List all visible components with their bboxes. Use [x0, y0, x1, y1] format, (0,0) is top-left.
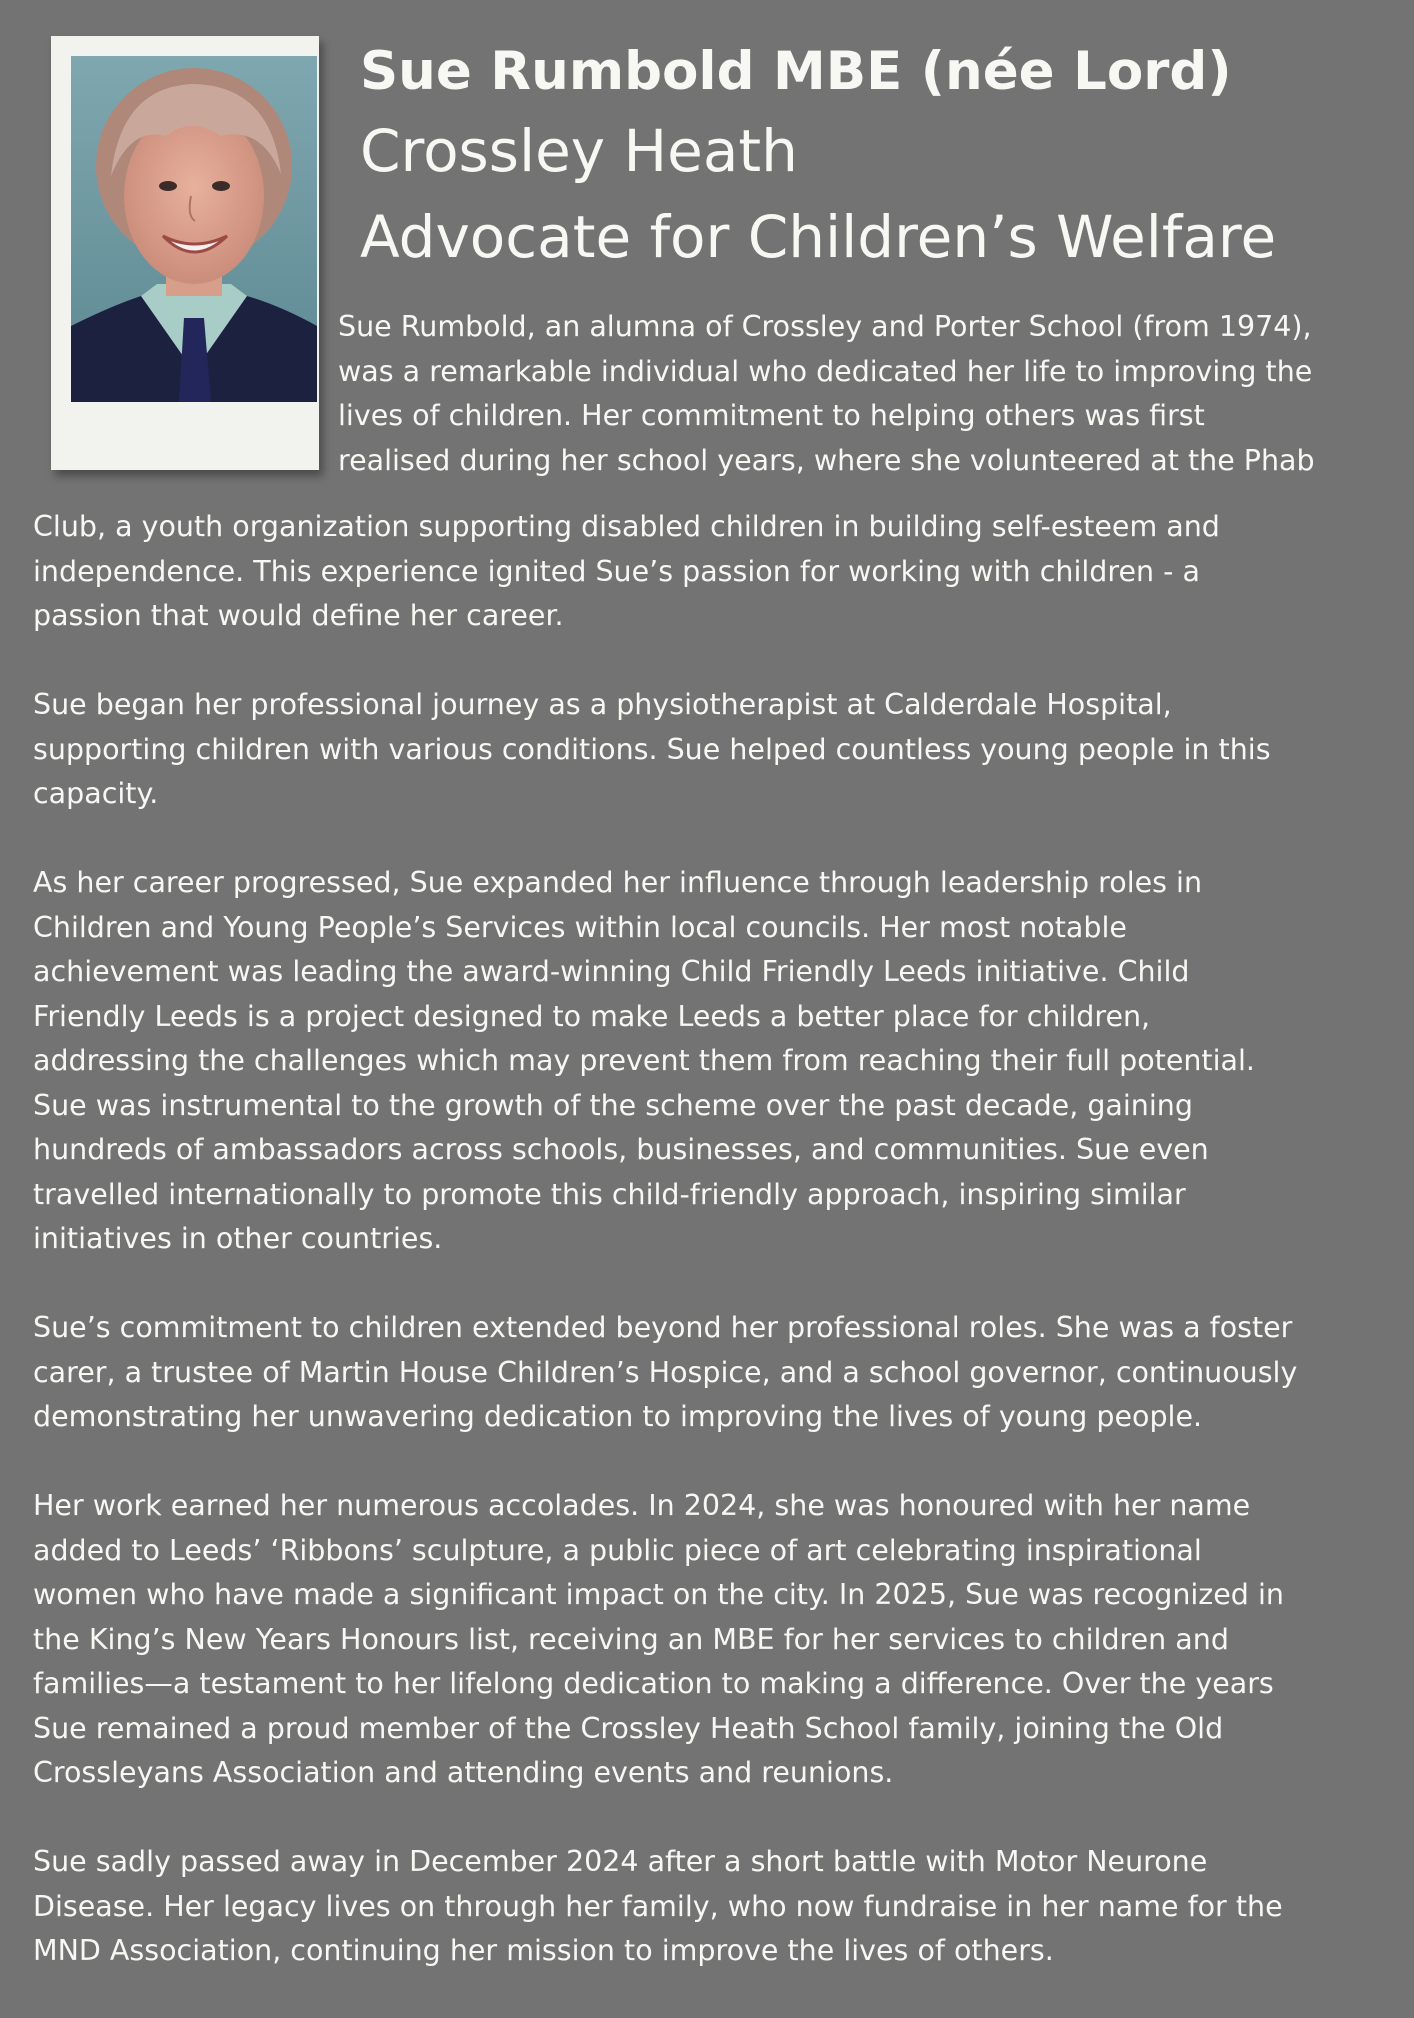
text-line: MND Association, continuing her mission to improve the lives of others.	[33, 1934, 1054, 1967]
paragraph-accolades	[33, 1484, 1405, 1796]
text-line: capacity.	[33, 777, 159, 810]
paragraph-legacy	[33, 1840, 1405, 1974]
text-line: travelled internationally to promote this child-friendly approach, inspiring similar	[33, 1177, 1186, 1211]
text-line: addressing the challenges which may prevent them from reaching their full potential.	[33, 1044, 1255, 1077]
person-name: Sue Rumbold MBE (née Lord)	[360, 41, 1232, 102]
paragraph-phab-club	[33, 505, 1405, 639]
text-line: the King’s New Years Honours list, receiving an MBE for her services to children and	[33, 1622, 1229, 1656]
text-line: Her work earned her numerous accolades. In 2024, she was honoured with her name	[33, 1489, 1251, 1522]
text-line: Children and Young People’s Services within local councils. Her most notable	[33, 910, 1127, 944]
text-line: Crossleyans Association and attending events and reunions.	[33, 1756, 894, 1789]
text-line: Sue remained a proud member of the Crossley Heath School family, joining the Old	[33, 1711, 1224, 1745]
text-line: added to Leeds’ ‘Ribbons’ sculpture, a public piece of art celebrating inspirational	[33, 1533, 1202, 1567]
text-line: realised during her school years, where she volunteered at the Phab	[338, 443, 1315, 477]
text-line: Sue Rumbold, an alumna of Crossley and Porter School (from 1974),	[338, 310, 1312, 343]
text-line: hundreds of ambassadors across schools, businesses, and communities. Sue even	[33, 1133, 1209, 1166]
text-line: As her career progressed, Sue expanded her influence through leadership roles in	[33, 866, 1203, 899]
intro-paragraph	[338, 305, 1398, 483]
photo-frame	[51, 36, 319, 470]
portrait-photo-icon	[71, 56, 317, 402]
text-line: families—a testament to her lifelong dedication to making a difference. Over the years	[33, 1667, 1274, 1700]
text-line: Disease. Her legacy lives on through her family, who now fundraise in her name for the	[33, 1889, 1283, 1923]
school-name: Crossley Heath	[360, 117, 798, 185]
title-block	[360, 36, 1390, 280]
role-title: Advocate for Children’s Welfare	[360, 203, 1277, 271]
text-line: supporting children with various conditions. Sue helped countless young people in this	[33, 732, 1271, 766]
paragraph-commitment	[33, 1306, 1405, 1440]
text-line: Sue began her professional journey as a physiotherapist at Calderdale Hospital,	[33, 688, 1172, 721]
text-line: Sue’s commitment to children extended beyond her professional roles. She was a foster	[33, 1311, 1293, 1344]
text-line: independence. This experience ignited Sue’s passion for working with children - a	[33, 554, 1200, 588]
text-line: carer, a trustee of Martin House Children’s Hospice, and a school governor, continuously	[33, 1355, 1298, 1389]
text-line: Sue was instrumental to the growth of the scheme over the past decade, gaining	[33, 1088, 1193, 1122]
text-line: was a remarkable individual who dedicated her life to improving the	[338, 354, 1313, 388]
text-line: initiatives in other countries.	[33, 1222, 443, 1255]
paragraph-physiotherapist	[33, 683, 1405, 817]
text-line: passion that would define her career.	[33, 599, 564, 632]
text-line: women who have made a significant impact on the city. In 2025, Sue was recognized in	[33, 1578, 1284, 1611]
paragraph-career	[33, 861, 1405, 1262]
text-line: Sue sadly passed away in December 2024 after a short battle with Motor Neurone	[33, 1845, 1208, 1878]
text-line: Friendly Leeds is a project designed to make Leeds a better place for children,	[33, 999, 1151, 1033]
text-line: lives of children. Her commitment to helping others was first	[338, 399, 1205, 432]
text-line: demonstrating her unwavering dedication to improving the lives of young people.	[33, 1400, 1203, 1433]
text-line: achievement was leading the award-winning Child Friendly Leeds initiative. Child	[33, 955, 1190, 988]
biography-body	[33, 505, 1405, 2018]
text-line: Club, a youth organization supporting disabled children in building self-esteem and	[33, 510, 1220, 543]
